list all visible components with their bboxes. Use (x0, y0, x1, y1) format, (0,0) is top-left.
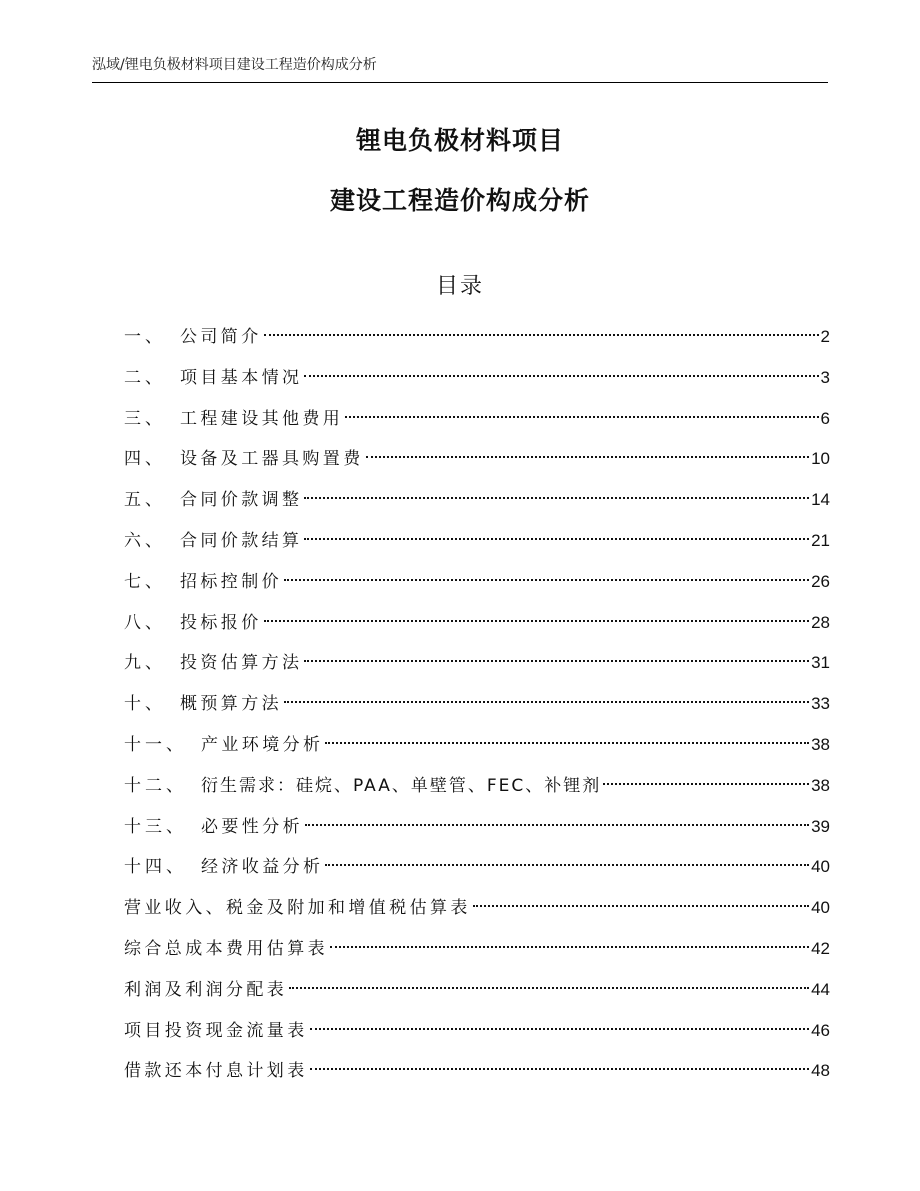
toc-entry-page: 26 (811, 571, 830, 591)
toc-entry[interactable] (124, 770, 830, 811)
toc-entry-label: 设备及工器具购置费 (180, 449, 364, 470)
toc-entry-label: 工程建设其他费用 (180, 408, 344, 429)
toc-dot-leader (304, 538, 809, 540)
toc-entry[interactable] (124, 974, 830, 1015)
toc-entry-label: 利润及利润分配表 (124, 979, 288, 1000)
toc-dot-leader (345, 416, 818, 418)
table-of-contents (124, 321, 830, 1096)
toc-entry-number: 十四、 (124, 857, 187, 878)
toc-entry[interactable] (124, 892, 830, 933)
toc-entry[interactable] (124, 443, 830, 484)
toc-dot-leader (330, 946, 809, 948)
toc-entry-page: 10 (811, 449, 830, 469)
toc-entry[interactable] (124, 484, 830, 525)
toc-entry-page: 44 (811, 979, 830, 999)
toc-entry[interactable] (124, 688, 830, 729)
toc-entry[interactable] (124, 811, 830, 852)
toc-entry-number: 五、 (124, 490, 166, 511)
toc-dot-leader (310, 1028, 809, 1030)
toc-heading: 目录 (435, 274, 484, 299)
toc-dot-leader (304, 375, 818, 377)
toc-entry-page: 38 (811, 734, 830, 754)
toc-entry-label: 经济收益分析 (201, 857, 324, 878)
toc-entry-page: 14 (811, 490, 830, 510)
document-title-line-2: 建设工程造价构成分析 (329, 186, 590, 215)
toc-entry-label: 合同价款调整 (180, 490, 303, 511)
toc-entry-page: 48 (811, 1061, 830, 1081)
toc-dot-leader (325, 864, 809, 866)
toc-entry-number: 十一、 (124, 734, 187, 755)
toc-dot-leader (310, 1068, 809, 1070)
toc-dot-leader (305, 824, 809, 826)
toc-entry-label: 投标报价 (180, 612, 262, 633)
toc-entry[interactable] (124, 362, 830, 403)
toc-entry-number: 四、 (124, 449, 166, 470)
toc-entry-label: 公司简介 (180, 327, 262, 347)
toc-entry-number: 六、 (124, 530, 166, 551)
toc-entry-page: 2 (820, 327, 830, 346)
toc-entry-page: 38 (811, 775, 830, 795)
toc-entry-page: 28 (811, 612, 830, 632)
toc-entry-number: 十三、 (124, 816, 187, 837)
toc-entry[interactable] (124, 851, 830, 892)
toc-entry[interactable] (124, 729, 830, 770)
toc-entry-label: 借款还本付息计划表 (124, 1061, 308, 1082)
toc-dot-leader (473, 905, 809, 907)
running-header: 泓域/锂电负极材料项目建设工程造价构成分析 (92, 57, 377, 73)
toc-entry-number: 十二、 (124, 775, 187, 796)
toc-entry-page: 6 (820, 408, 830, 428)
toc-entry-page: 46 (811, 1020, 830, 1040)
toc-entry-label: 产业环境分析 (201, 734, 324, 755)
toc-entry-page: 39 (811, 816, 830, 836)
toc-dot-leader (603, 783, 809, 785)
toc-entry-label: 必要性分析 (201, 816, 303, 837)
toc-entry-page: 3 (820, 367, 830, 387)
document-title-line-1: 锂电负极材料项目 (355, 126, 564, 155)
toc-entry-page: 40 (811, 857, 830, 877)
toc-entry-label: 项目投资现金流量表 (124, 1020, 308, 1041)
toc-entry-number: 八、 (124, 612, 166, 633)
toc-entry-number: 二、 (124, 367, 166, 388)
toc-entry-page: 40 (811, 898, 830, 918)
toc-dot-leader (264, 334, 819, 336)
toc-dot-leader (366, 456, 809, 458)
toc-entry-number: 一、 (124, 327, 166, 347)
toc-dot-leader (304, 497, 809, 499)
toc-entry-label: 投资估算方法 (180, 653, 303, 674)
toc-entry[interactable] (124, 321, 830, 362)
toc-entry[interactable] (124, 566, 830, 607)
toc-entry[interactable] (124, 403, 830, 444)
toc-dot-leader (284, 579, 809, 581)
toc-entry-label: 合同价款结算 (180, 530, 303, 551)
toc-entry-label: 营业收入、税金及附加和增值税估算表 (124, 898, 471, 919)
toc-entry[interactable] (124, 525, 830, 566)
toc-entry[interactable] (124, 647, 830, 688)
toc-dot-leader (264, 620, 809, 622)
toc-entry-label: 衍生需求：硅烷、PAA、单壁管、FEC、补锂剂 (201, 775, 602, 796)
toc-entry[interactable] (124, 607, 830, 648)
toc-entry-label: 概预算方法 (180, 694, 282, 715)
toc-dot-leader (325, 742, 809, 744)
toc-dot-leader (304, 660, 809, 662)
toc-entry-number: 七、 (124, 571, 166, 592)
toc-entry-page: 21 (811, 530, 830, 550)
toc-entry-page: 31 (811, 653, 830, 673)
toc-entry-number: 三、 (124, 408, 166, 429)
toc-dot-leader (284, 701, 809, 703)
toc-dot-leader (289, 987, 809, 989)
toc-entry-label: 综合总成本费用估算表 (124, 938, 328, 959)
toc-entry-label: 项目基本情况 (180, 367, 303, 388)
toc-entry-page: 42 (811, 938, 830, 958)
toc-entry[interactable] (124, 1015, 830, 1056)
toc-entry-number: 九、 (124, 653, 166, 674)
toc-entry[interactable] (124, 1055, 830, 1096)
toc-entry-page: 33 (811, 694, 830, 714)
toc-entry[interactable] (124, 933, 830, 974)
toc-entry-label: 招标控制价 (180, 571, 282, 592)
toc-entry-number: 十、 (124, 694, 166, 715)
header-divider (92, 82, 828, 83)
